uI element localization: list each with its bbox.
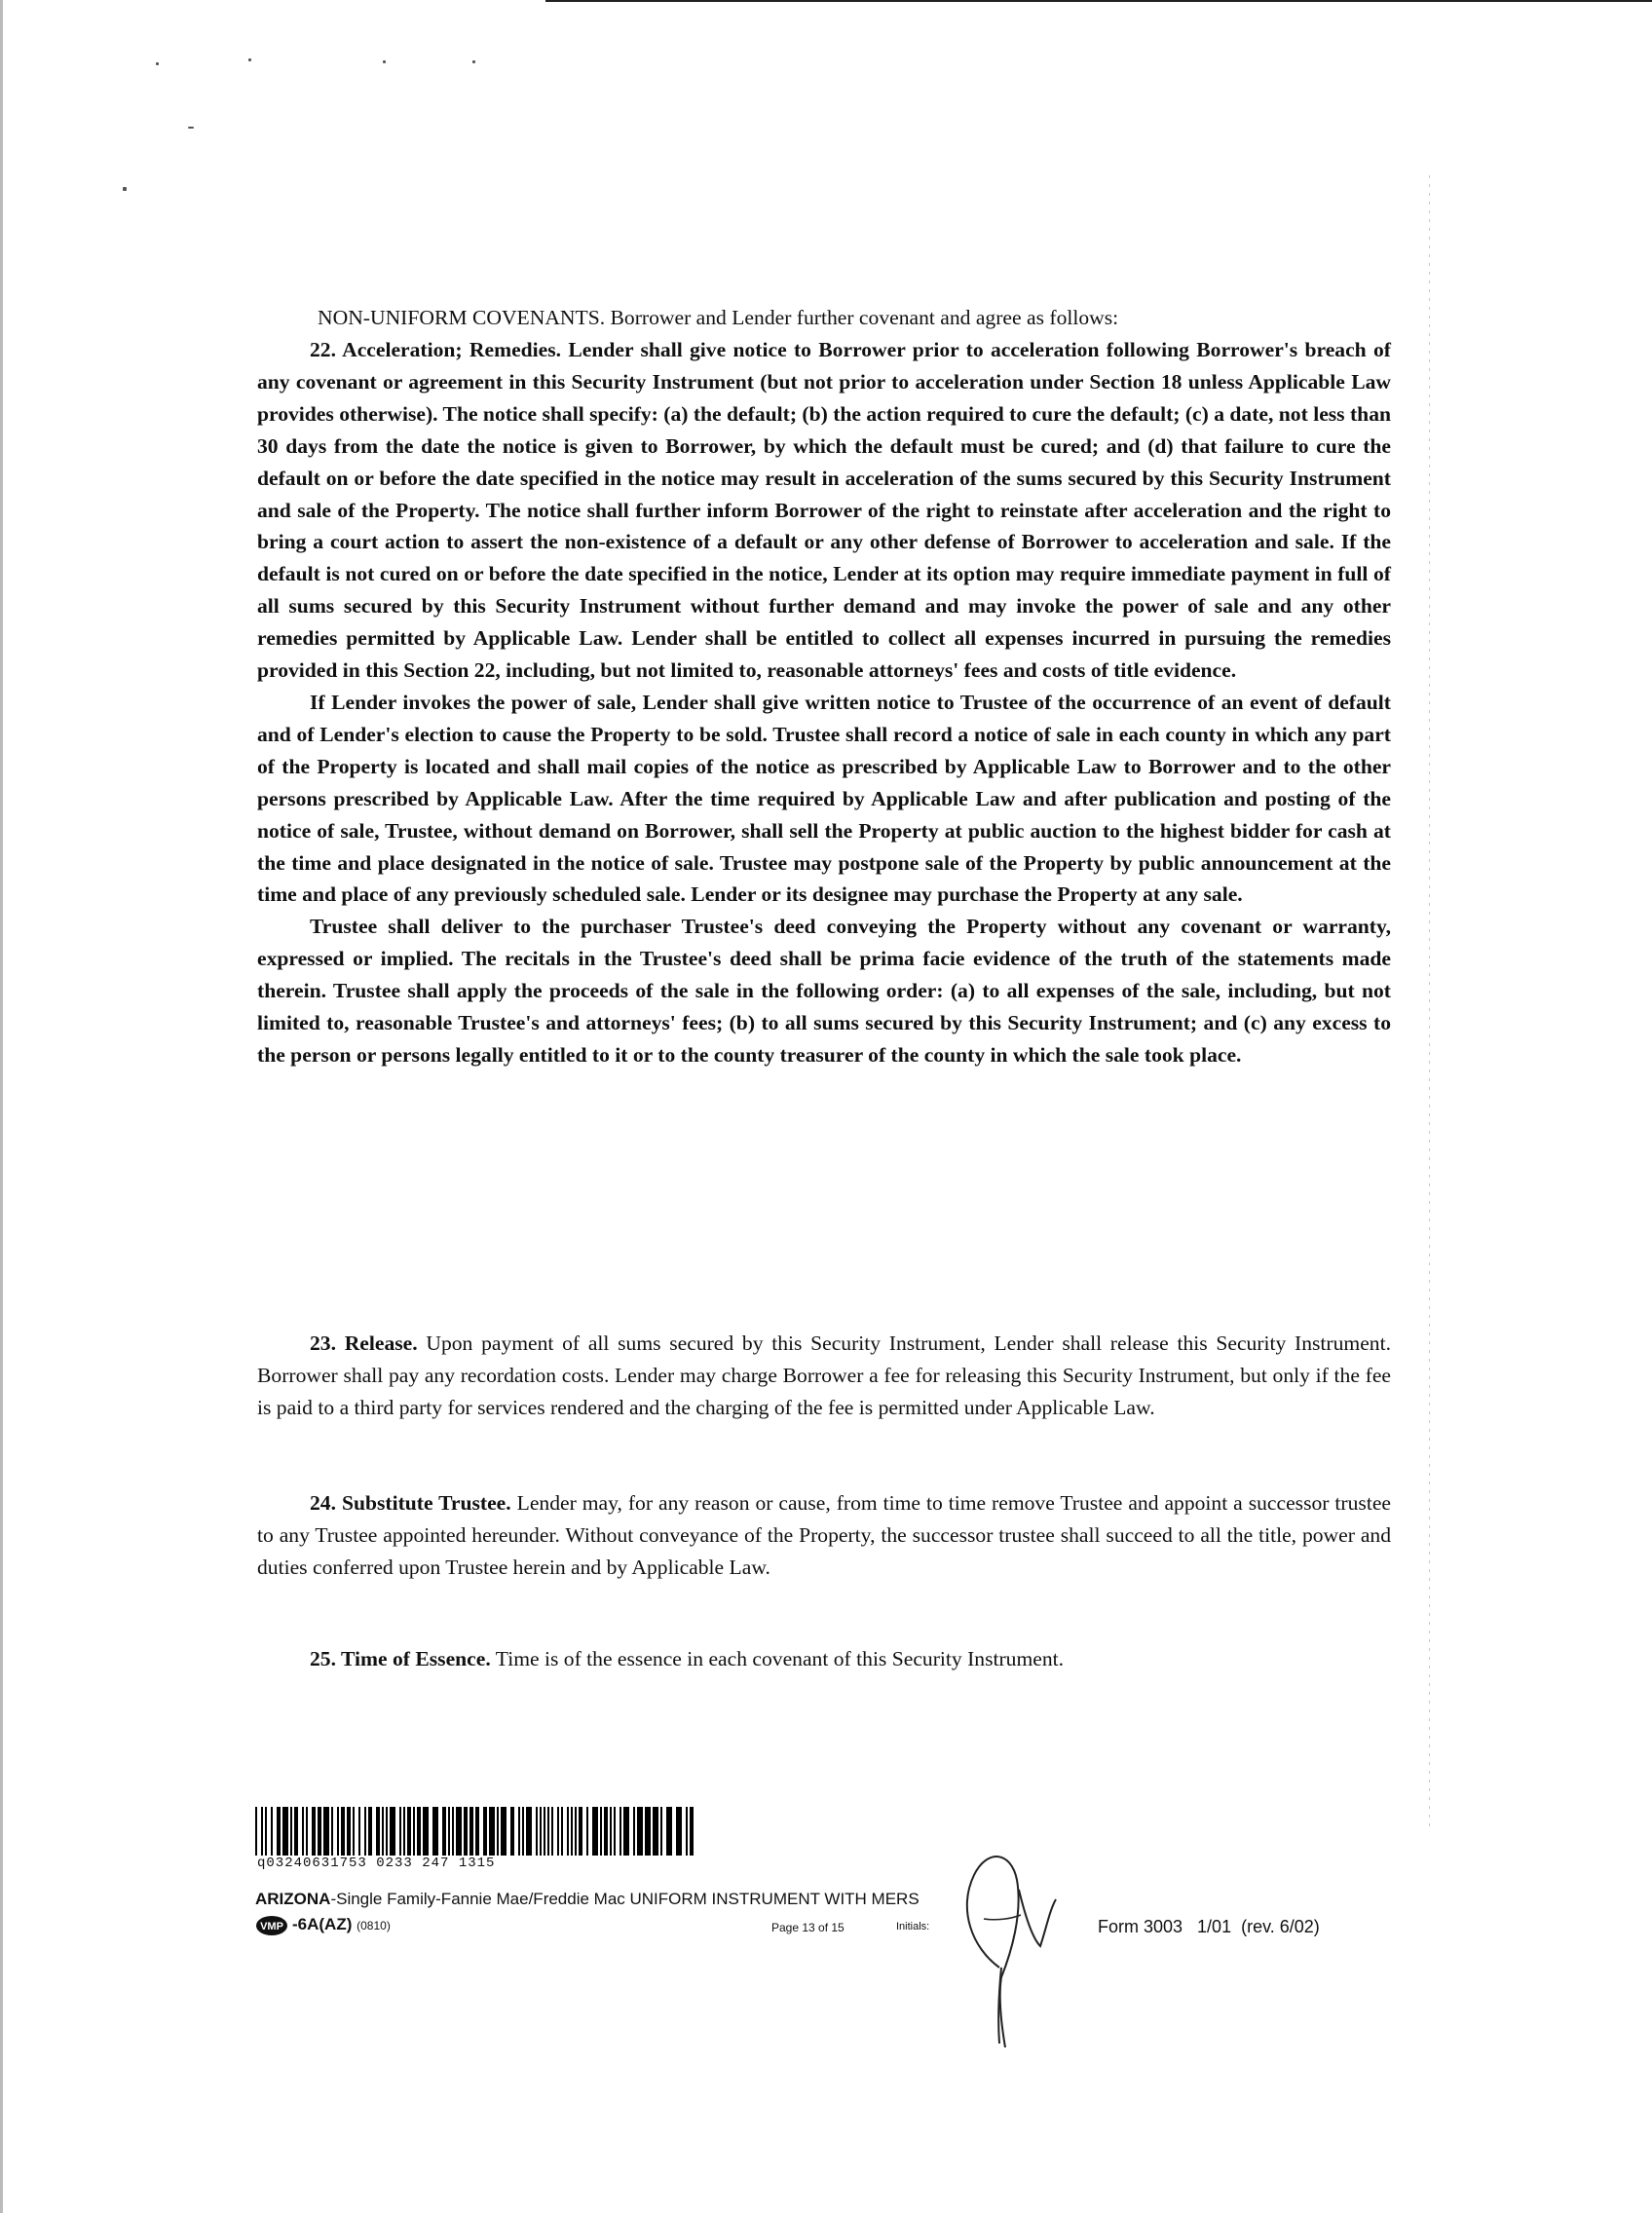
scan-speck	[188, 127, 194, 129]
barcode-bar	[536, 1807, 538, 1856]
non-uniform-covenants-header	[257, 302, 1391, 334]
barcode-bar	[261, 1807, 263, 1856]
barcode-bar	[690, 1807, 694, 1856]
barcode-bar	[645, 1807, 651, 1856]
barcode-bar	[469, 1807, 473, 1856]
barcode-bar	[610, 1807, 612, 1856]
section-23	[257, 1328, 1391, 1424]
barcode-bar	[337, 1807, 339, 1856]
barcode-bar	[497, 1807, 499, 1856]
barcode-bar	[347, 1807, 351, 1856]
form-number: Form 3003 1/01 (rev. 6/02)	[1098, 1917, 1320, 1936]
barcode-bar	[575, 1807, 577, 1856]
barcode-bar	[407, 1807, 411, 1856]
barcode-bar	[604, 1807, 608, 1856]
barcode-bar	[290, 1807, 292, 1856]
section-22-heading: 22. Acceleration; Remedies.	[310, 338, 562, 361]
section-25	[257, 1643, 1391, 1675]
top-edge-rule	[545, 0, 1652, 2]
barcode-bar	[399, 1807, 401, 1856]
barcode-bar	[271, 1807, 273, 1856]
scan-left-edge	[0, 0, 3, 2213]
section-24-heading: 24. Substitute Trustee.	[310, 1491, 511, 1515]
svg-text:VMP: VMP	[260, 1921, 283, 1932]
barcode-bar	[637, 1807, 643, 1856]
scan-speck	[156, 62, 159, 65]
barcode-bar	[386, 1807, 388, 1856]
section-22-paragraph-2: If Lender invokes the power of sale, Lender shall give written notice to Trustee of the occurrence of an event of default and of Lender's election to cause the Property to be sold. Trustee shall record a notice of sale in each county in which any part of the Property is located and shall mail copies of the notice as prescribed by Applicable Law to Borrower and to the other persons prescribed by Applicable Law. After the time required by Applicable Law and after publication and posting of the notice of sale, Trustee, without demand on Borrower, shall sell the Property at public auction to the highest bidder for cash at the time and place designated in the notice of sale. Trustee may postpone sale of the Property by public announcement at the time and place of any previously scheduled sale. Lender or its designee may purchase the Property at any sale.	[257, 690, 1391, 907]
barcode-bar	[390, 1807, 395, 1856]
barcode-bar	[294, 1807, 298, 1856]
section-25-text: Time is of the essence in each covenant of this Security Instrument.	[490, 1647, 1065, 1670]
barcode-bar	[544, 1807, 545, 1856]
barcode-bar	[442, 1807, 446, 1856]
barcode-bar	[312, 1807, 316, 1856]
barcode-bar	[364, 1807, 366, 1856]
section-24	[257, 1487, 1391, 1584]
barcode-bar	[318, 1807, 321, 1856]
barcode-bar	[518, 1807, 520, 1856]
scan-margin-dots	[1429, 175, 1430, 1831]
vmp-logo-icon	[255, 1915, 288, 1936]
form-code: -6A(AZ) (0810)	[292, 1915, 391, 1933]
section-22-paragraph-3: Trustee shall deliver to the purchaser Trustee's deed conveying the Property without any covenant or warranty, expressed or implied. The recitals in the Trustee's deed shall be prima facie evidence of the truth of the statements made therein. Trustee shall apply the proceeds of the sale in the following order: (a) to all expenses of the sale, including, but not limited to, reasonable Trustee's and attorneys' fees; (b) to all sums secured by this Security Instrument; and (c) any excess to the person or persons legally entitled to it or to the county treasurer of the county in which the sale took place.	[257, 915, 1391, 1067]
barcode-bar	[413, 1807, 415, 1856]
barcode-bar	[522, 1807, 524, 1856]
barcode-bar	[376, 1807, 380, 1856]
barcode-bar	[547, 1807, 549, 1856]
barcode-bar	[323, 1807, 329, 1856]
header-title: NON-UNIFORM COVENANTS.	[318, 306, 606, 329]
barcode-bar	[579, 1807, 582, 1856]
barcode-bar	[571, 1807, 573, 1856]
header-text: Borrower and Lender further covenant and agree as follows:	[605, 306, 1119, 329]
barcode-bar	[510, 1807, 514, 1856]
page-indicator: Page 13 of 15	[771, 1921, 845, 1934]
barcode-bar	[302, 1807, 304, 1856]
barcode-bar	[358, 1807, 360, 1856]
scan-speck	[123, 187, 127, 191]
section-23-heading: 23. Release.	[310, 1332, 418, 1355]
barcode-bar	[614, 1807, 616, 1856]
barcode-bar	[277, 1807, 281, 1856]
barcode-bar	[557, 1807, 559, 1856]
barcode-bar	[403, 1807, 405, 1856]
section-22	[257, 334, 1391, 1071]
barcode-bar	[452, 1807, 454, 1856]
barcode-bar	[660, 1807, 662, 1856]
barcode-bar	[633, 1807, 635, 1856]
barcode-bar	[501, 1807, 507, 1856]
barcode-bar	[561, 1807, 563, 1856]
section-25-heading: 25. Time of Essence.	[310, 1647, 491, 1670]
barcode-bar	[456, 1807, 462, 1856]
barcode-bar	[592, 1807, 598, 1856]
barcode-bar	[586, 1807, 588, 1856]
barcode-bar	[417, 1807, 421, 1856]
form-title: ARIZONA-Single Family-Fannie Mae/Freddie Mac UNIFORM INSTRUMENT WITH MERS	[255, 1890, 920, 1908]
barcode-bar	[432, 1807, 438, 1856]
initials-signature	[904, 1821, 1099, 2055]
section-23-text: Upon payment of all sums secured by this Security Instrument, Lender shall release this Security Instrument. Borrower shall pay any recordation costs. Lender may charge Borrower a fee for releasing this Security Instrument, but only if the fee is paid to a third party for services rendered and the charging of the fee is permitted under Applicable Law.	[257, 1332, 1391, 1419]
barcode-bar	[464, 1807, 468, 1856]
barcode-bar	[331, 1807, 333, 1856]
barcode-bar	[489, 1807, 495, 1856]
barcode-bar	[600, 1807, 602, 1856]
barcode-bar	[306, 1807, 308, 1856]
barcode-bar	[341, 1807, 345, 1856]
barcode-bar	[567, 1807, 569, 1856]
barcode-bar	[382, 1807, 384, 1856]
barcode-bar	[475, 1807, 479, 1856]
barcode-bar	[540, 1807, 542, 1856]
initials-label: Initials:	[896, 1921, 930, 1932]
barcode-bar	[448, 1807, 450, 1856]
barcode-bar	[623, 1807, 629, 1856]
barcode-bar	[620, 1807, 621, 1856]
barcode-bar	[653, 1807, 658, 1856]
barcode-bar	[265, 1807, 267, 1856]
barcode-bar	[666, 1807, 672, 1856]
barcode-bar	[255, 1807, 257, 1856]
barcode-number: q03240631753 0233 247 1315	[257, 1856, 496, 1871]
section-22-paragraph-1: 22. Acceleration; Remedies. Lender shall give notice to Borrower prior to acceleration following Borrower's breach of any covenant or agreement in this Security Instrument (but not prior to acceleration under Section 18 unless Applicable Law provides otherwise). The notice shall specify: (a) the default; (b) the action required to cure the default; (c) a date, not less than 30 days from the date the notice is given to Borrower, by which the default must be cured; and (d) that failure to cure the default on or before the date specified in the notice may result in acceleration of the sums secured by this Security Instrument and sale of the Property. The notice shall further inform Borrower of the right to reinstate after acceleration and the right to bring a court action to assert the non-existence of a default or any other defense of Borrower to acceleration and sale. If the default is not cured on or before the date specified in the notice, Lender at its option may require immediate payment in full of all sums secured by this Security Instrument without further demand and may invoke the power of sale and any other remedies permitted by Applicable Law. Lender shall be entitled to collect all expenses incurred in pursuing the remedies provided in this Section 22, including, but not limited to, reasonable attorneys' fees and costs of title evidence.	[257, 338, 1391, 683]
scan-speck	[383, 60, 386, 63]
barcode-bar	[686, 1807, 688, 1856]
barcode-bar	[526, 1807, 532, 1856]
section-24-text: Lender may, for any reason or cause, from time to time remove Trustee and appoint a successor trustee to any Trustee appointed hereunder. Without conveyance of the Property, the successor trustee shall succeed to all the title, power and duties conferred upon Trustee herein and by Applicable Law.	[257, 1491, 1391, 1579]
barcode-bar	[483, 1807, 487, 1856]
barcode-bar	[551, 1807, 553, 1856]
barcode-bar	[282, 1807, 288, 1856]
barcode-bar	[423, 1807, 429, 1856]
scan-speck	[248, 58, 251, 61]
barcode-bar	[353, 1807, 355, 1856]
scan-speck	[472, 60, 475, 63]
barcode	[255, 1807, 697, 1856]
barcode-bar	[368, 1807, 372, 1856]
barcode-bar	[676, 1807, 682, 1856]
